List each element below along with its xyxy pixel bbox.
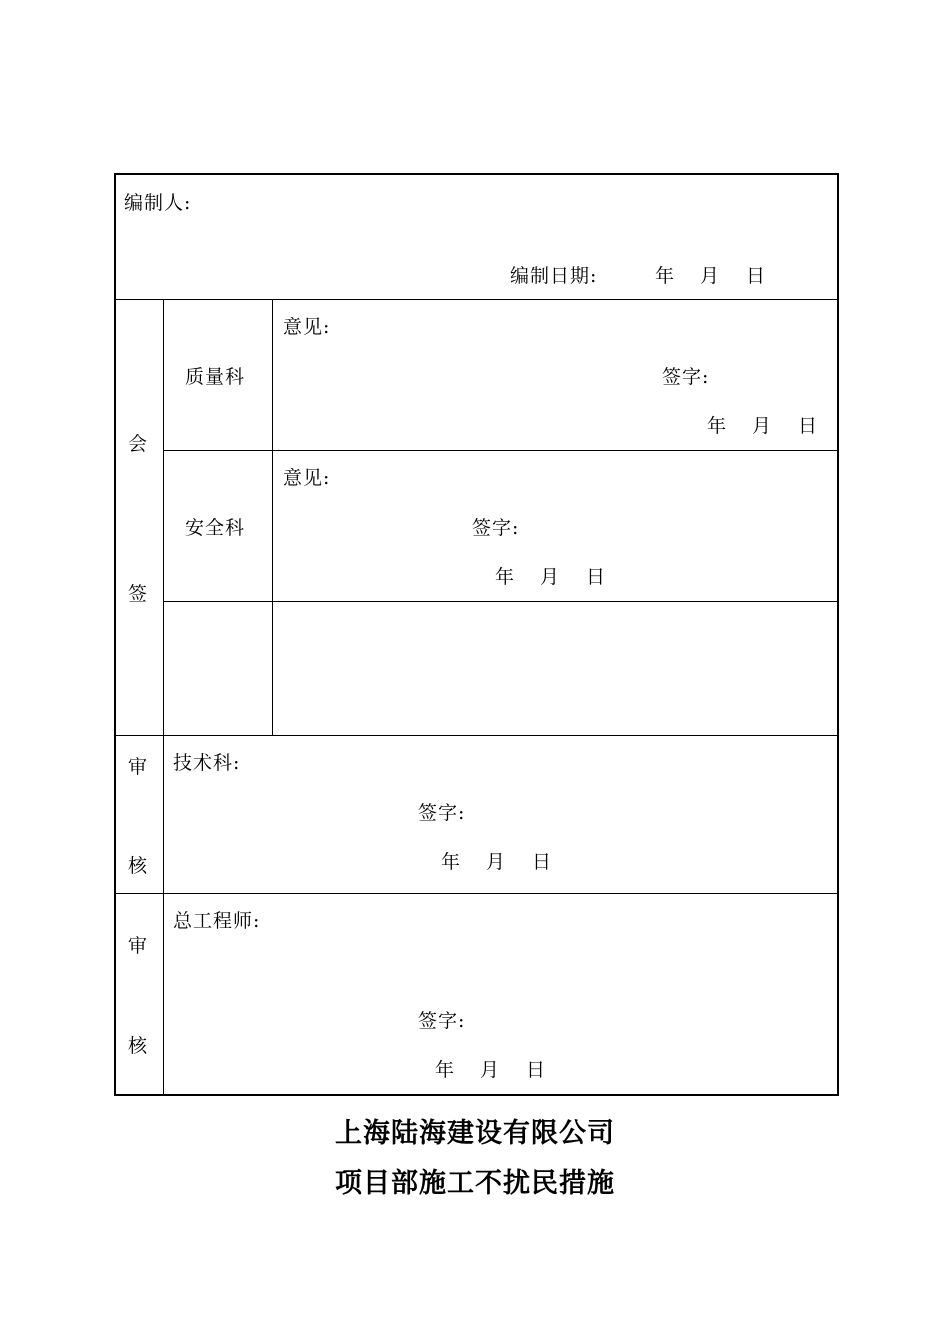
- row-divider: [114, 735, 839, 736]
- opinion-label: 意见:: [283, 316, 331, 338]
- opinion-label: 意见:: [283, 467, 331, 489]
- row-divider: [163, 601, 839, 602]
- column-divider: [163, 299, 164, 1096]
- date-day: 日: [798, 415, 819, 437]
- signature-label: 签字:: [418, 1010, 466, 1032]
- document-title: 项目部施工不扰民措施: [335, 1168, 615, 1199]
- form-border: [114, 173, 839, 1096]
- date-year: 年: [495, 566, 516, 588]
- review-label: 审: [128, 756, 149, 778]
- compile-date-label: 编制日期:: [510, 265, 598, 287]
- date-year: 年: [707, 415, 728, 437]
- tech-dept-label: 技术科:: [173, 752, 241, 774]
- signature-label: 签字:: [418, 802, 466, 824]
- date-day: 日: [532, 851, 553, 873]
- review-label: 审: [128, 935, 149, 957]
- company-name: 上海陆海建设有限公司: [335, 1118, 615, 1149]
- date-year: 年: [655, 265, 676, 287]
- date-month: 月: [700, 265, 721, 287]
- column-divider: [272, 299, 273, 735]
- countersign-label: 签: [128, 583, 149, 605]
- date-day: 日: [586, 566, 607, 588]
- date-month: 月: [486, 851, 507, 873]
- date-year: 年: [435, 1059, 456, 1081]
- date-month: 月: [480, 1059, 501, 1081]
- row-divider: [114, 893, 839, 894]
- chief-engineer-label: 总工程师:: [173, 910, 261, 932]
- quality-dept-label: 质量科: [185, 366, 246, 388]
- signature-label: 签字:: [472, 517, 520, 539]
- approval-form: [114, 173, 839, 1096]
- safety-dept-label: 安全科: [185, 517, 246, 539]
- compiler-label: 编制人:: [124, 192, 192, 214]
- date-day: 日: [746, 265, 767, 287]
- review-label: 核: [128, 1035, 149, 1057]
- row-divider: [114, 299, 839, 300]
- date-month: 月: [540, 566, 561, 588]
- date-month: 月: [752, 415, 773, 437]
- row-divider: [163, 450, 839, 451]
- countersign-label: 会: [128, 433, 149, 455]
- signature-label: 签字:: [662, 366, 710, 388]
- date-day: 日: [526, 1059, 547, 1081]
- review-label: 核: [128, 855, 149, 877]
- date-year: 年: [441, 851, 462, 873]
